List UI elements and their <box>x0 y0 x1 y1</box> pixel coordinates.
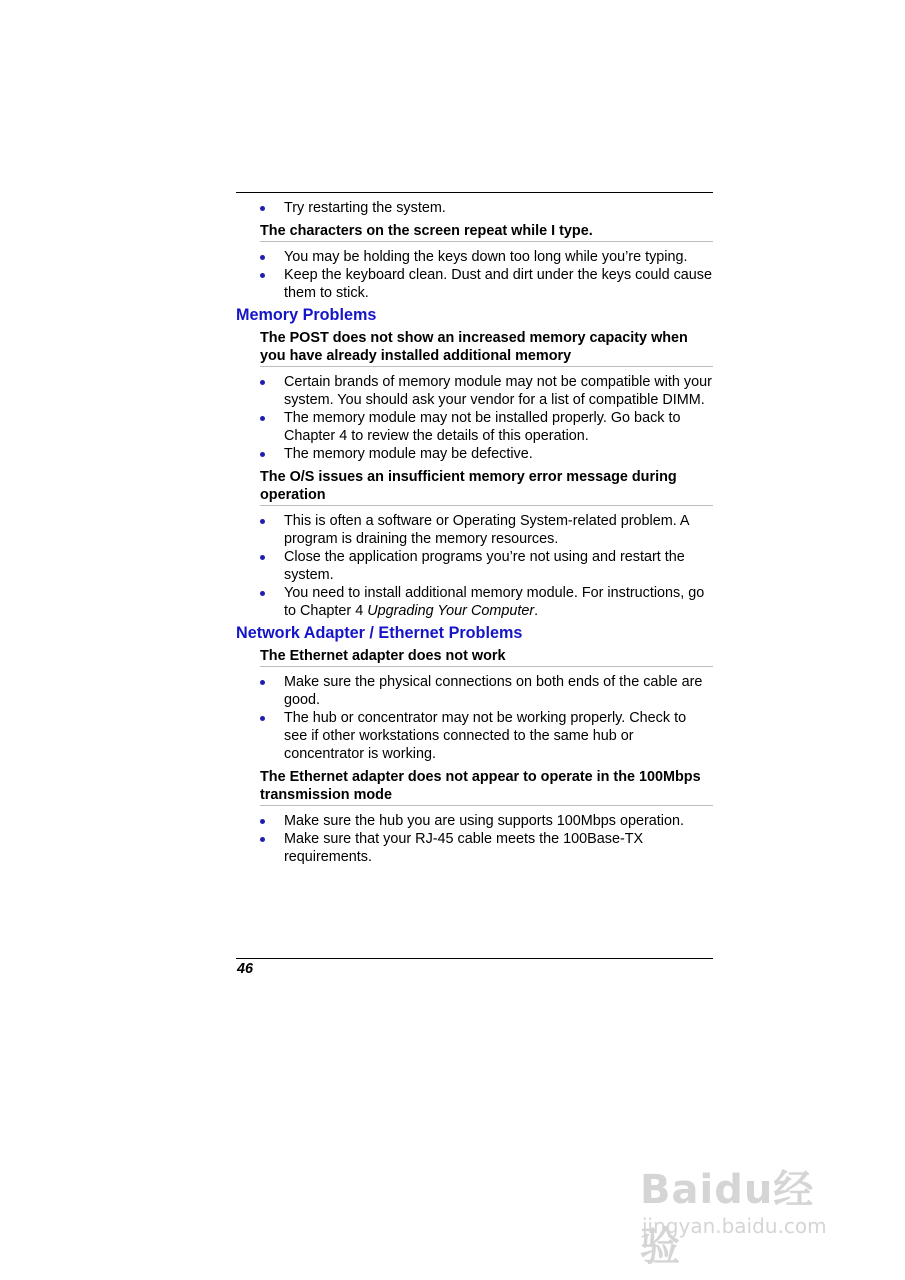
bullet-item: Certain brands of memory module may not be compatible with your system. You should ask your vendor for a list of compatible DIMM. <box>284 374 712 408</box>
document-page <box>236 192 713 866</box>
bullet-item: Try restarting the system. <box>284 199 713 217</box>
bullet-list-restart <box>236 199 713 217</box>
chapter-title: Upgrading Your Computer <box>367 603 535 619</box>
bullet-item: The hub or concentrator may not be working properly. Check to see if other workstations connected to the same hub or concentrator is working. <box>284 709 713 763</box>
bullet-item: Close the application programs you’re not using and restart the system. <box>284 548 713 584</box>
bullet-item: This is often a software or Operating System-related problem. A program is draining the memory resources. <box>284 512 713 548</box>
bullet-item: Make sure that your RJ-45 cable meets the 100Base-TX requirements. <box>284 830 713 866</box>
bullet-list-post-memory <box>236 373 713 463</box>
bullet-list-ethernet-100mbps <box>236 812 713 866</box>
section-title-network: Network Adapter / Ethernet Problems <box>236 624 523 642</box>
watermark-url: jingyan.baidu.com <box>642 1214 827 1238</box>
question-heading-insufficient-memory: The O/S issues an insufficient memory error message during operation <box>260 468 713 506</box>
bullet-list-ethernet-not-work <box>236 673 713 763</box>
question-heading-keyboard: The characters on the screen repeat while I type. <box>260 222 713 242</box>
bullet-text: You need to install additional memory module. For instructions, go to Chapter 4 <box>284 585 705 619</box>
page-content <box>236 193 713 866</box>
bullet-item: Keep the keyboard clean. Dust and dirt under the keys could cause them to stick. <box>284 267 712 301</box>
bottom-rule <box>236 958 713 959</box>
watermark-logo: Baidu经验 <box>640 1167 815 1270</box>
bullet-suffix: . <box>534 603 539 619</box>
bullet-item: Make sure the physical connections on both ends of the cable are good. <box>284 673 713 709</box>
question-heading-ethernet-100mbps: The Ethernet adapter does not appear to operate in the 100Mbps transmission mode <box>260 768 713 806</box>
bullet-item: The memory module may be defective. <box>284 445 713 463</box>
baidu-watermark <box>640 1140 855 1270</box>
bullet-item: You may be holding the keys down too long while you’re typing. <box>284 248 713 266</box>
bullet-item <box>284 584 713 620</box>
bullet-list-keyboard <box>236 248 713 302</box>
bullet-item: The memory module may not be installed properly. Go back to Chapter 4 to review the details of this operation. <box>284 409 713 445</box>
section-title-memory: Memory Problems <box>236 306 377 324</box>
bullet-list-insufficient-memory <box>236 512 713 620</box>
question-heading-ethernet-not-work: The Ethernet adapter does not work <box>260 647 713 667</box>
page-number: 46 <box>237 961 254 977</box>
question-heading-post-memory: The POST does not show an increased memory capacity when you have already installed additional memory <box>260 329 713 367</box>
bullet-item: Make sure the hub you are using supports 100Mbps operation. <box>284 812 713 830</box>
